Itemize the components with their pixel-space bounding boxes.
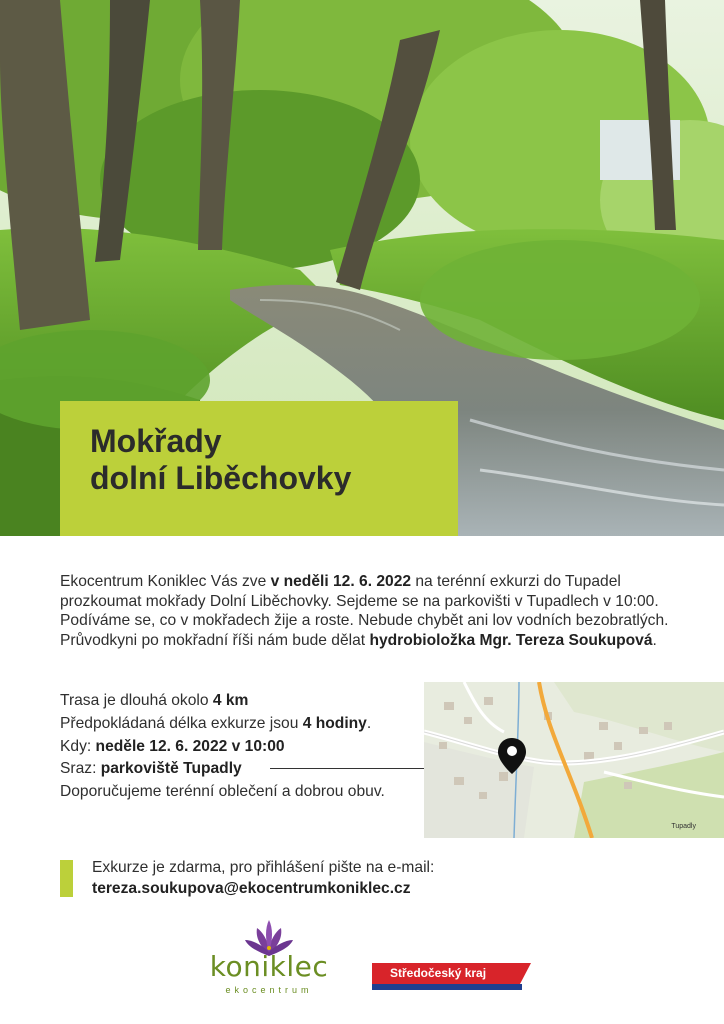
contact-text: Exkurze je zdarma, pro přihlášení pište na e-mail: (92, 859, 435, 876)
intro-paragraph (60, 572, 674, 650)
detail-when (60, 736, 430, 759)
detail-duration-value: 4 hodiny (302, 714, 367, 732)
map-label: Tupadly (671, 823, 696, 830)
detail-advice: Doporučujeme terénní oblečení a dobrou obuv. (60, 783, 385, 801)
detail-meet-value: parkoviště Tupadly (100, 760, 242, 778)
detail-when-label: Kdy: (60, 737, 96, 755)
detail-duration-end: . (366, 714, 372, 732)
title-line-2: dolní Liběchovky (90, 460, 352, 496)
intro-text-3: . (652, 631, 657, 649)
contact-block (92, 857, 434, 899)
detail-duration-label: Předpokládaná délka exkurze jsou (60, 714, 303, 732)
intro-text-1: Ekocentrum Koniklec Vás zve (60, 573, 271, 590)
detail-route (60, 690, 430, 713)
details-list (60, 690, 430, 804)
detail-meet-label: Sraz: (60, 760, 101, 778)
detail-when-value: neděle 12. 6. 2022 v 10:00 (95, 737, 285, 755)
detail-meet (60, 758, 430, 781)
detail-duration (60, 713, 430, 736)
koniklec-logo (204, 918, 334, 1000)
contact-accent-bar (60, 860, 73, 897)
contact-email[interactable]: tereza.soukupova@ekocentrumkoniklec.cz (92, 880, 411, 897)
location-map[interactable] (424, 682, 724, 838)
intro-text-2: na terénní exkurzi do Tupadel prozkoumat mokřady Dolní Liběchovky. Sejdeme se na parkovišti v Tupadlech v 10:00. Podíváme se, co v mokřadech žije a roste. Nebude chybět ani lov vodních bezobratlých. Průvodkyni po mokřadní říši nám bude dělat (60, 573, 669, 649)
kraj-blue-stripe (372, 984, 522, 990)
koniklec-wordmark: koniklec (209, 950, 329, 983)
intro-date: v neděli 12. 6. 2022 (270, 573, 412, 590)
intro-guide: hydrobioložka Mgr. Tereza Soukupová (369, 631, 653, 649)
detail-route-label: Trasa je dlouhá okolo (60, 692, 213, 709)
detail-route-value: 4 km (212, 692, 249, 709)
koniklec-subtitle: ekocentrum (225, 985, 313, 995)
title-box (60, 401, 458, 536)
kraj-label: Středočeský kraj (372, 963, 520, 984)
stredocesky-kraj-logo (372, 963, 532, 991)
title-line-1: Mokřady (90, 423, 222, 459)
